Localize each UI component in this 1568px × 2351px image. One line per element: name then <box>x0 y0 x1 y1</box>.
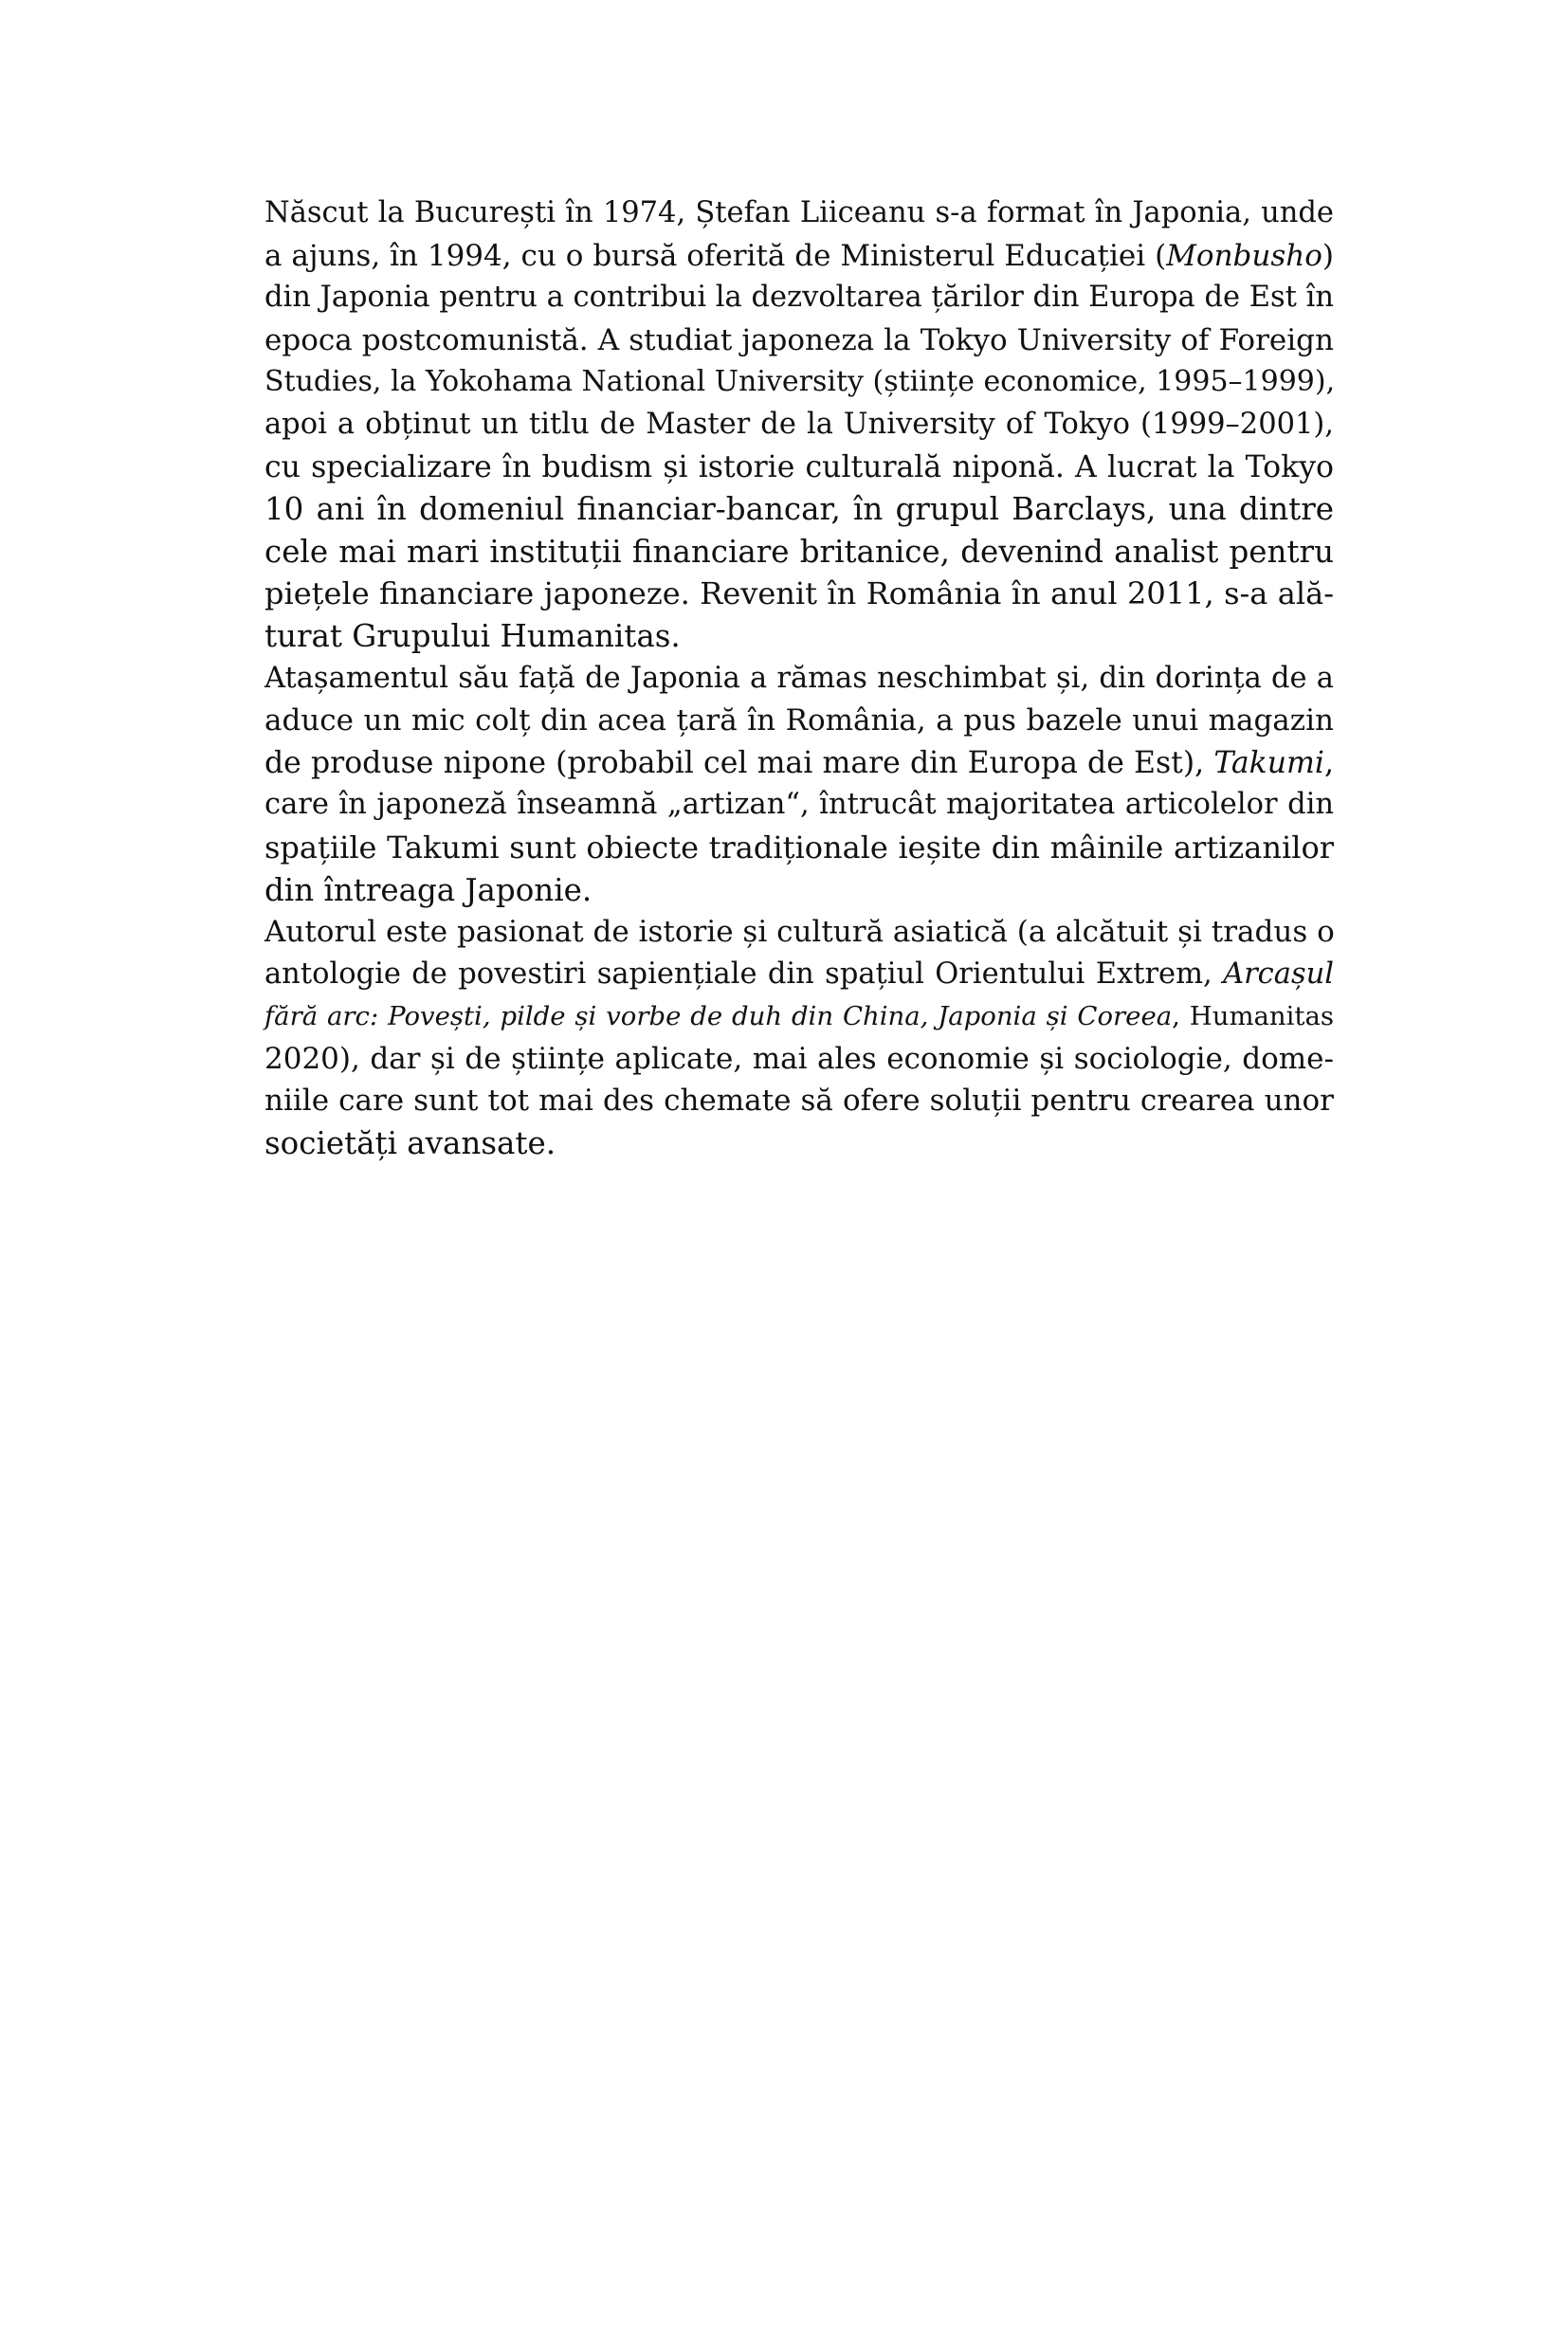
text-line <box>264 447 1334 489</box>
italic-text: Monbusho <box>1166 238 1322 273</box>
text-segment: apoi a obținut un titlu de Master de la University of Tokyo (1999–2001), <box>264 407 1334 441</box>
text-segment: , <box>1323 745 1334 780</box>
text-line <box>264 869 1334 912</box>
text-segment: piețele financiare japoneze. Revenit în România în anul 2011, s-a ală- <box>264 575 1334 612</box>
text-line <box>264 700 1334 742</box>
text-segment: ) <box>1322 238 1334 273</box>
text-segment: a ajuns, în 1994, cu o bursă oferită de Ministerul Educației ( <box>264 238 1167 273</box>
text-line <box>264 1038 1334 1081</box>
text-line <box>264 995 1334 1038</box>
text-line <box>264 954 1334 996</box>
author-biography <box>264 192 1334 1165</box>
text-segment: cele mai mari instituții financiare britanice, devenind analist pentru <box>264 533 1334 570</box>
text-segment: epoca postcomunistă. A studiat japoneza la Tokyo University of Foreign <box>264 322 1334 357</box>
italic-text: Arcașul <box>1223 957 1334 991</box>
text-segment: Atașamentul său față de Japonia a rămas neschimbat și, din dorința de a <box>264 661 1334 695</box>
text-line <box>264 615 1334 658</box>
italic-text: fără arc: Povești, pilde și vorbe de duh din China, Japonia și Coreea <box>264 1001 1173 1032</box>
text-segment: Născut la București în 1974, Ștefan Liiceanu s-a format în Japonia, unde <box>264 196 1334 229</box>
text-line <box>264 235 1334 278</box>
text-segment: niile care sunt tot mai des chemate să ofere soluții pentru crearea unor <box>264 1084 1334 1119</box>
text-line <box>264 742 1334 785</box>
paragraph-bio-interests <box>264 911 1334 1165</box>
text-line <box>264 404 1334 447</box>
text-line <box>264 531 1334 574</box>
text-line <box>264 488 1334 531</box>
text-line <box>264 658 1334 701</box>
text-segment: spațiile Takumi sunt obiecte tradiționale ieșite din mâinile artizanilor <box>264 829 1334 866</box>
paragraph-bio-takumi <box>264 658 1334 912</box>
text-segment: din întreaga Japonie. <box>264 871 593 908</box>
text-segment: care în japoneză înseamnă „artizan“, întrucât majoritatea articolelor din <box>264 788 1334 822</box>
text-segment: din Japonia pentru a contribui la dezvoltarea țărilor din Europa de Est în <box>264 281 1334 315</box>
text-line <box>264 784 1334 827</box>
italic-text: Takumi <box>1213 745 1324 780</box>
text-segment: 10 ani în domeniul financiar-bancar, în grupul Barclays, una dintre <box>264 491 1334 528</box>
text-line <box>264 1080 1334 1122</box>
text-segment: antologie de povestiri sapiențiale din spațiul Orientului Extrem, <box>264 957 1224 991</box>
text-segment: Autorul este pasionat de istorie și cultură asiatică (a alcătuit și tradus o <box>264 915 1335 950</box>
paragraph-bio-origins <box>264 192 1334 658</box>
text-segment: aduce un mic colț din acea țară în România, a pus bazele unui magazin <box>264 703 1334 738</box>
text-line <box>264 319 1334 362</box>
text-segment: , Humanitas <box>1172 1001 1334 1032</box>
text-segment: cu specializare în budism și istorie culturală niponă. A lucrat la Tokyo <box>264 449 1334 484</box>
text-line <box>264 277 1334 319</box>
text-segment: de produse nipone (probabil cel mai mare din Europa de Est), <box>264 745 1214 780</box>
text-line <box>264 361 1334 404</box>
text-line <box>264 573 1334 615</box>
text-line <box>264 1122 1334 1165</box>
text-line <box>264 827 1334 869</box>
text-segment: societăți avansate. <box>264 1125 556 1162</box>
text-segment: 2020), dar și de științe aplicate, mai ales economie și sociologie, dome- <box>264 1041 1334 1076</box>
text-line <box>264 192 1334 235</box>
text-segment: Studies, la Yokohama National University (științe economice, 1995–1999), <box>264 365 1336 399</box>
text-segment: turat Grupului Humanitas. <box>264 617 681 654</box>
text-line <box>264 911 1334 954</box>
